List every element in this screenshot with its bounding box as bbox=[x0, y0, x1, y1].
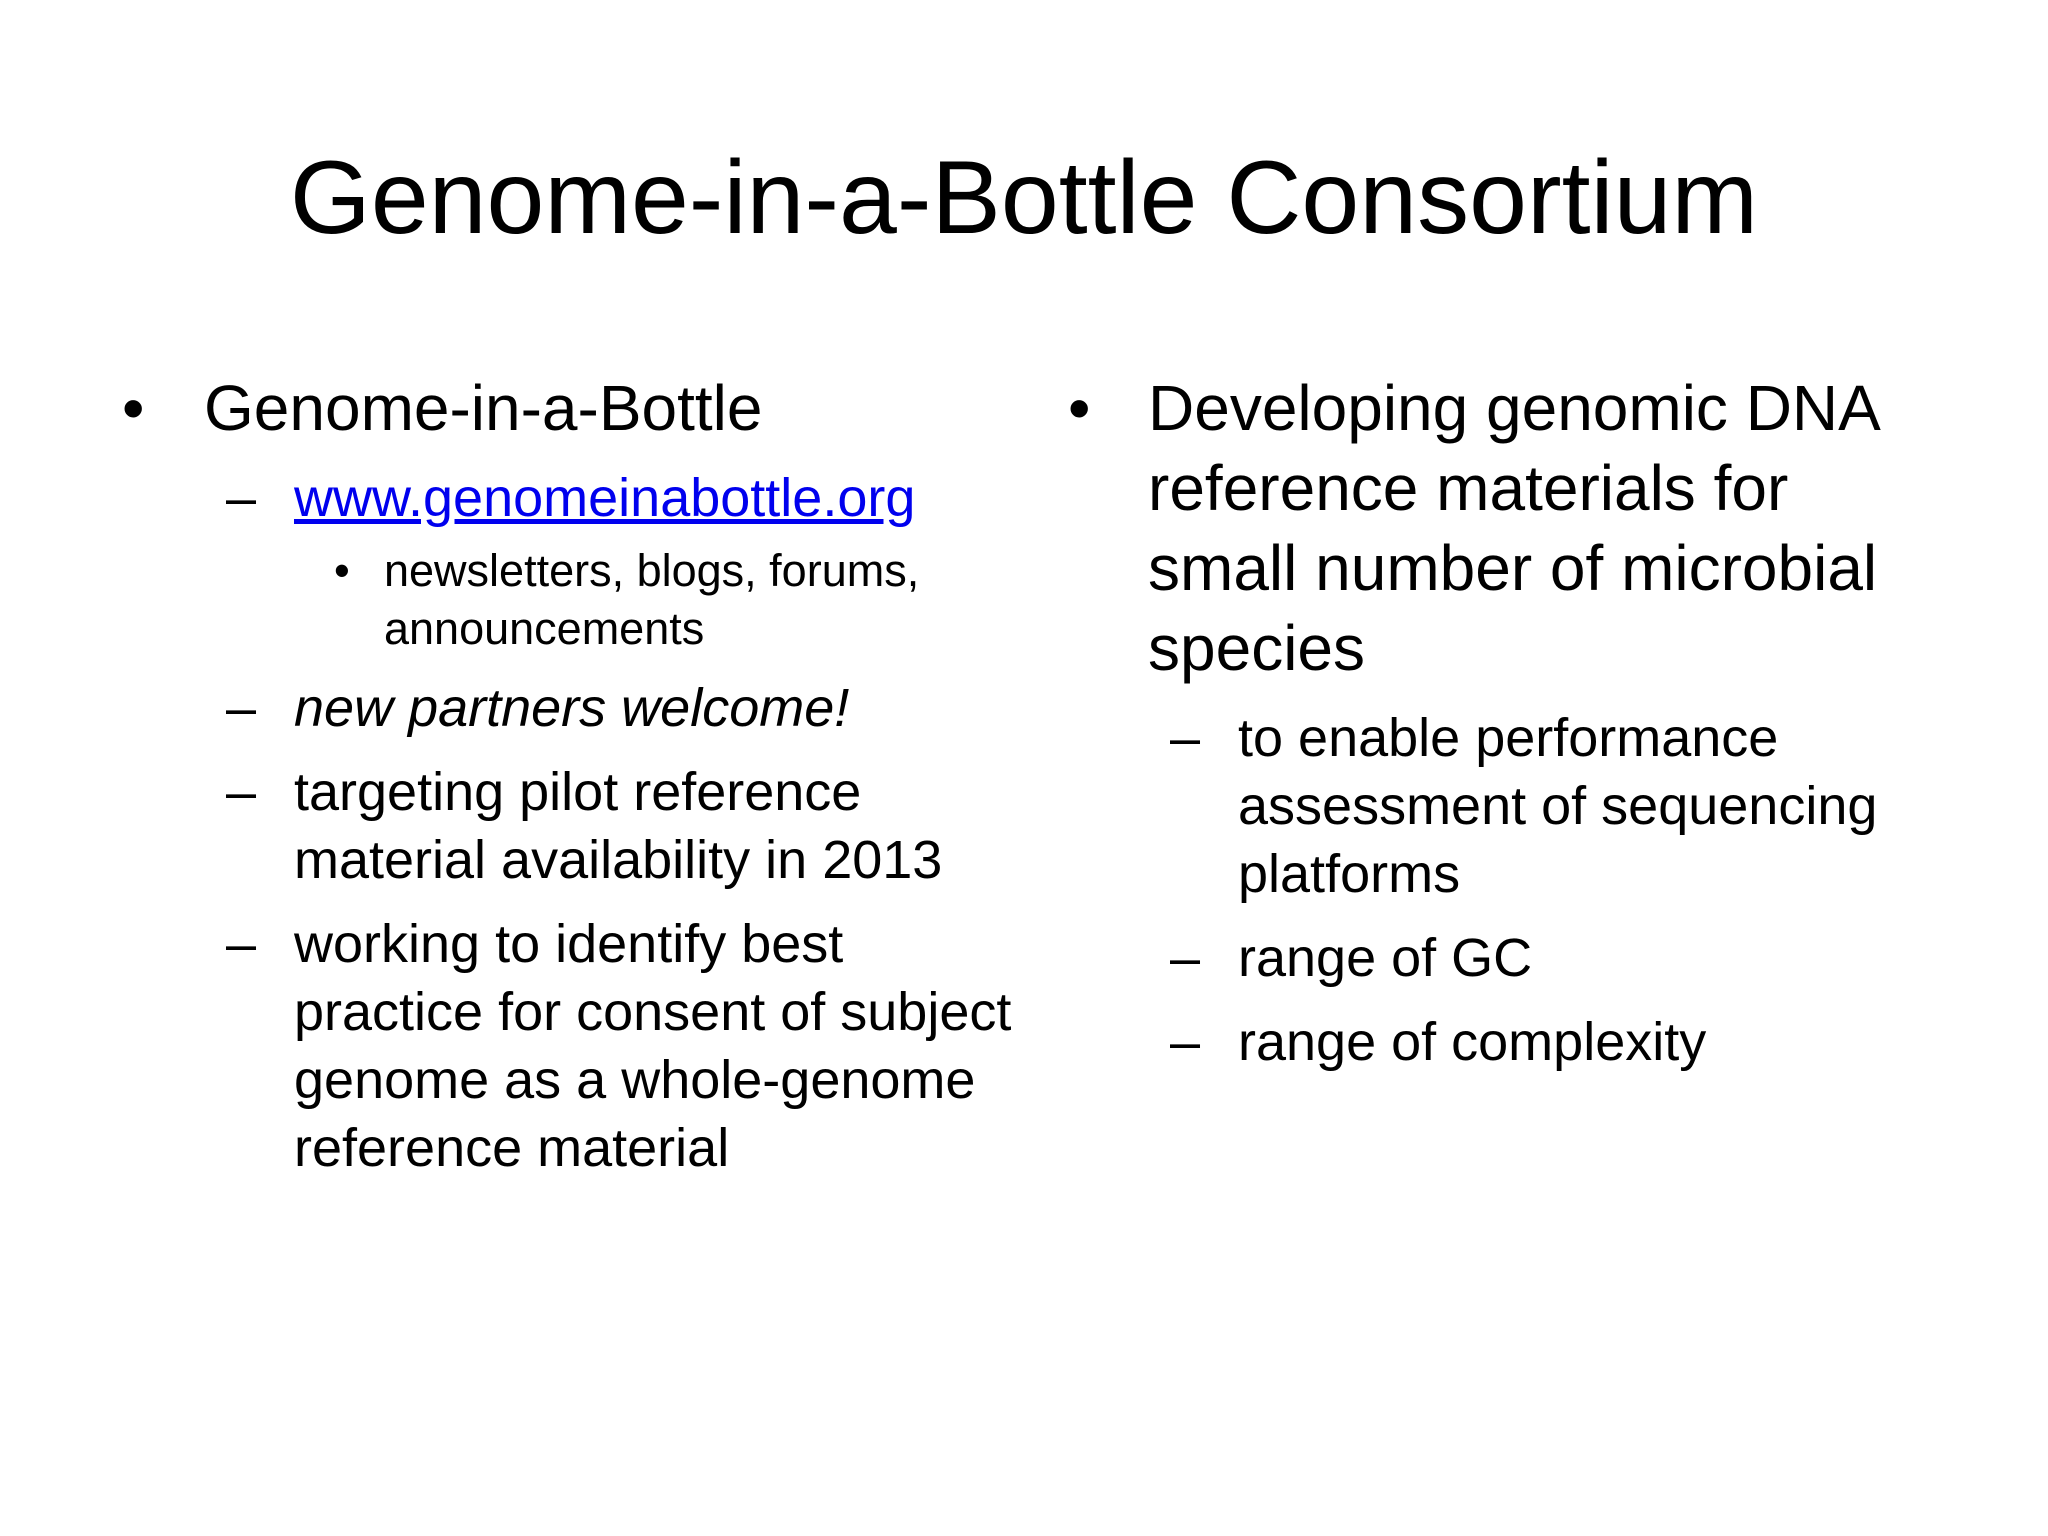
dash-marker: – bbox=[226, 468, 257, 528]
subbullet-text: range of complexity bbox=[1238, 1012, 1707, 1072]
dash-marker: – bbox=[226, 914, 257, 974]
subbullet-text: new partners welcome! bbox=[294, 678, 850, 738]
bullet-text: Developing genomic DNA reference materials for small number of microbial species bbox=[1148, 372, 1878, 684]
bullet-marker: • bbox=[334, 545, 350, 596]
dash-marker: – bbox=[1170, 928, 1201, 988]
bullet-text: Genome-in-a-Bottle bbox=[204, 372, 763, 444]
left-column bbox=[0, 368, 1030, 1182]
bullet-marker: • bbox=[1068, 372, 1091, 444]
subbullet-text: to enable performance assessment of sequencing platforms bbox=[1238, 708, 1878, 904]
subbullet-partners bbox=[0, 674, 1030, 742]
dash-marker: – bbox=[226, 762, 257, 822]
website-link[interactable]: www.genomeinabottle.org bbox=[294, 468, 916, 528]
right-column bbox=[1030, 368, 2030, 1076]
subbullet-text: range of GC bbox=[1238, 928, 1533, 988]
subbullet-gc bbox=[1030, 924, 2030, 992]
bullet-developing bbox=[1030, 368, 2030, 688]
subbullet-enable bbox=[1030, 704, 2030, 908]
subbullet-website bbox=[0, 464, 1030, 532]
subbullet-targeting bbox=[0, 758, 1030, 894]
subbullet-text: working to identify best practice for consent of subject genome as a whole-genome reference material bbox=[294, 914, 1012, 1178]
dash-marker: – bbox=[226, 678, 257, 738]
subsubbullet-newsletters bbox=[0, 542, 1030, 658]
subbullet-working bbox=[0, 910, 1030, 1182]
dash-marker: – bbox=[1170, 708, 1201, 768]
slide-title: Genome-in-a-Bottle Consortium bbox=[289, 140, 1759, 256]
bullet-genome-in-a-bottle bbox=[0, 368, 1030, 448]
subbullet-text bbox=[294, 464, 1014, 532]
subbullet-complexity bbox=[1030, 1008, 2030, 1076]
subbullet-text: targeting pilot reference material availability in 2013 bbox=[294, 762, 943, 890]
bullet-marker: • bbox=[122, 372, 145, 444]
subsubbullet-text: newsletters, blogs, forums, announcements bbox=[384, 545, 920, 654]
dash-marker: – bbox=[1170, 1012, 1201, 1072]
